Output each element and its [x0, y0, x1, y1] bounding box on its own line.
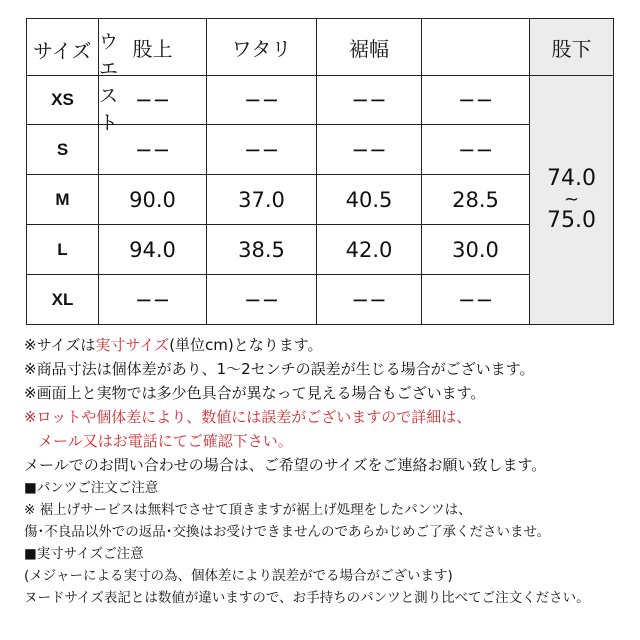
- table-cell: 42.0: [317, 225, 422, 275]
- table-cell: −−: [207, 125, 317, 175]
- note-highlight: 実寸サイズ: [95, 336, 170, 354]
- table-cell: −−: [317, 275, 422, 325]
- table-cell: −−: [99, 275, 207, 325]
- size-label: XL: [27, 275, 99, 325]
- header-cell: 股上: [99, 19, 207, 76]
- table-cell: −−: [422, 275, 530, 325]
- size-table: [26, 18, 614, 325]
- size-label: S: [27, 125, 99, 175]
- table-cell: −−: [422, 125, 530, 175]
- table-cell: −−: [317, 125, 422, 175]
- size-label: XS: [27, 76, 99, 125]
- table-cell: 28.5: [422, 175, 530, 225]
- note-text: (単位cm)となります。: [169, 336, 323, 354]
- note-hem-service: ※ 裾上げサービスは無料でさせて頂きますが裾上げ処理をしたパンツは、: [24, 502, 472, 518]
- table-cell: 90.0: [99, 175, 207, 225]
- table-row: [27, 275, 614, 325]
- note-color-difference: ※画面上と実物では多少色具合が異なって見える場合もございます。: [24, 384, 486, 402]
- header-cell: [422, 19, 530, 76]
- table-cell: 37.0: [207, 175, 317, 225]
- table-cell: 40.5: [317, 175, 422, 225]
- note-measure-error: (メジャーによる実寸の為、個体差により誤差がでる場合がございます): [24, 568, 453, 584]
- notes-block: [24, 333, 624, 609]
- note-dimension-error: ※商品寸法は個体差があり、1〜2センチの誤差が生じる場合がございます。: [24, 360, 535, 378]
- table-cell: −−: [422, 76, 530, 125]
- table-cell: −−: [99, 76, 207, 125]
- corner-row-label: サイズ: [33, 39, 92, 63]
- note-return-policy: 傷･不良品以外での返品･交換はお受けできませんのであらかじめご了承くださいませ。: [24, 524, 551, 540]
- table-cell: 30.0: [422, 225, 530, 275]
- rise-header-cell: 股下: [530, 19, 614, 76]
- note-lot-variation: ※ロットや個体差により、数値には誤差がございますので詳細は、: [24, 408, 472, 426]
- note-pants-order-heading: ■パンツご注文ご注意: [24, 480, 159, 496]
- table-row: [27, 225, 614, 275]
- table-row: [27, 175, 614, 225]
- note-nude-size: ヌードサイズ表記とは数値が違いますので、お手持ちのパンツと測り比べてご注文ください。: [24, 590, 590, 606]
- size-label: M: [27, 175, 99, 225]
- table-header-row: [27, 19, 614, 76]
- note-text: ※サイズは: [24, 336, 96, 354]
- note-size-unit: [24, 333, 624, 357]
- corner-col-label: ウエスト: [99, 31, 119, 134]
- rise-value-low: 74.0: [547, 166, 596, 192]
- note-actual-size-heading: ■実寸サイズご注意: [24, 546, 144, 562]
- table-cell: −−: [207, 275, 317, 325]
- rise-value-cell: [530, 76, 614, 325]
- table-cell: 94.0: [99, 225, 207, 275]
- table-cell: 38.5: [207, 225, 317, 275]
- note-contact-confirm: メール又はお電話にてご確認下さい。: [38, 432, 293, 450]
- table-cell: −−: [317, 76, 422, 125]
- rise-value-sep: ~: [563, 188, 580, 210]
- table-cell: −−: [207, 76, 317, 125]
- note-email-inquiry: メールでのお問い合わせの場合は、ご希望のサイズをご連絡お願い致します。: [24, 456, 547, 474]
- size-label: L: [27, 225, 99, 275]
- header-cell: 裾幅: [317, 19, 422, 76]
- header-cell: ワタリ: [207, 19, 317, 76]
- rise-value-high: 75.0: [547, 208, 596, 234]
- table-cell: −−: [99, 125, 207, 175]
